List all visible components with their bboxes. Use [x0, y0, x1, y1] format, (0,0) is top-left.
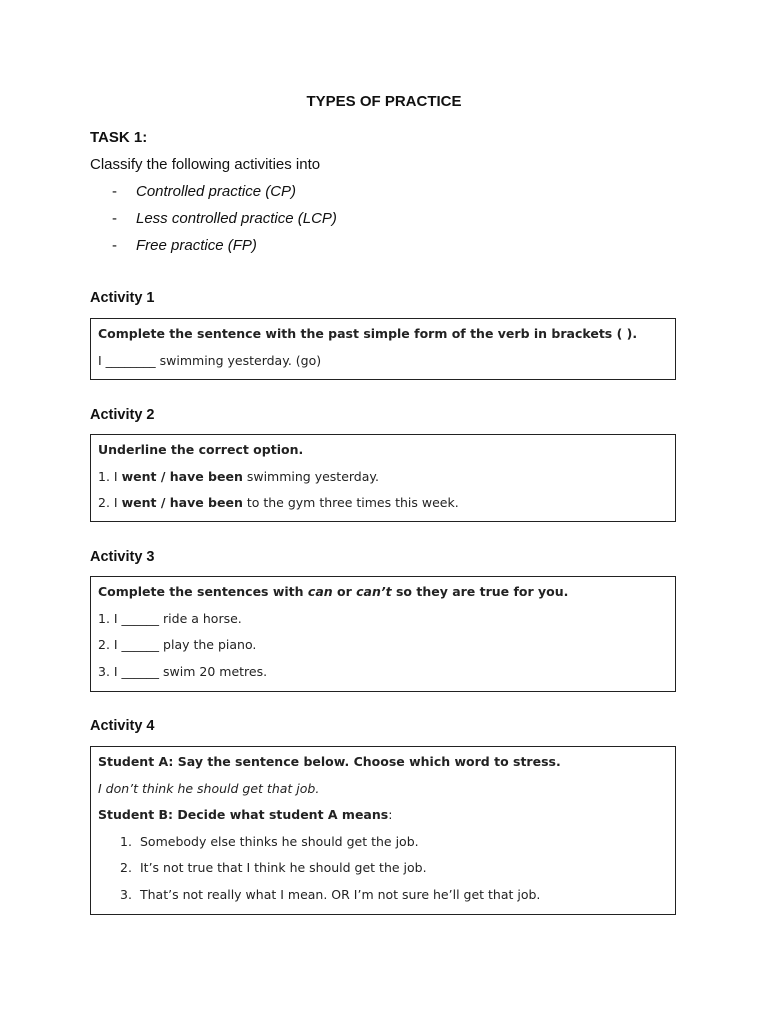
activity-2-heading: Activity 2: [90, 407, 155, 423]
practice-type-fp: Free practice (FP): [136, 237, 257, 254]
item-suffix: to the gym three times this week.: [242, 495, 459, 510]
list-item: 3. I ______ swim 20 metres.: [98, 663, 268, 679]
student-a-instruction: Student A: Say the sentence below. Choose which word to stress.: [98, 754, 561, 769]
item-text: It’s not true that I think he should get the job.: [140, 860, 427, 875]
practice-type-cp: Controlled practice (CP): [136, 183, 297, 200]
activity-1-instruction: Complete the sentence with the past simple form of the verb in brackets ( ).: [98, 326, 638, 341]
student-b-instruction: [98, 806, 668, 833]
list-item: [98, 833, 668, 860]
list-item: [98, 886, 668, 913]
list-item: [112, 183, 337, 210]
bullet: -: [112, 237, 117, 254]
activity-2-instruction: Underline the correct option.: [98, 442, 304, 457]
practice-type-lcp: Less controlled practice (LCP): [136, 210, 337, 227]
list-item: [98, 494, 668, 521]
item-number: 3.: [120, 886, 132, 902]
activity-3-box: [90, 576, 676, 692]
activity-2-box: [90, 434, 676, 522]
option-choice: went / have been: [121, 495, 243, 510]
item-text: Somebody else thinks he should get the job.: [140, 833, 419, 849]
bullet: -: [112, 210, 117, 227]
instruction-text: Complete the sentences with: [98, 584, 308, 599]
activity-1-box: [90, 318, 676, 380]
item-suffix: swimming yesterday.: [242, 468, 379, 484]
keyword-can: can: [307, 584, 333, 599]
stress-sentence: I don’t think he should get that job.: [98, 780, 320, 796]
student-b-label: Student B: Decide what student A means: [98, 807, 389, 822]
list-item: [112, 210, 337, 237]
activity-4-heading: Activity 4: [90, 718, 155, 734]
page-title: TYPES OF PRACTICE: [306, 93, 462, 110]
item-text: That’s not really what I mean. OR I’m not sure he’ll get that job.: [140, 886, 541, 902]
task-heading: TASK 1:: [90, 129, 148, 146]
item-prefix: 2. I: [98, 495, 122, 510]
colon: :: [388, 807, 393, 822]
list-item: [98, 468, 668, 495]
instruction-text: so they are true for you.: [391, 584, 569, 599]
item-number: 1.: [120, 833, 132, 849]
task-intro: Classify the following activities into: [90, 156, 321, 173]
list-item: 1. I ______ ride a horse.: [98, 610, 242, 626]
item-prefix: 1. I: [98, 468, 122, 484]
activity-1-line: I ________ swimming yesterday. (go): [98, 352, 322, 368]
list-item: 2. I ______ play the piano.: [98, 637, 257, 652]
bullet: -: [112, 183, 117, 200]
activity-4-box: [90, 746, 676, 915]
option-choice: went / have been: [121, 468, 243, 484]
keyword-cant: can’t: [356, 584, 392, 599]
activity-3-heading: Activity 3: [90, 549, 155, 565]
list-item: [112, 237, 337, 264]
instruction-text: or: [332, 584, 357, 599]
list-item: [98, 859, 668, 886]
activity-1-heading: Activity 1: [90, 290, 155, 306]
activity-3-instruction: [98, 583, 668, 610]
item-number: 2.: [120, 860, 132, 875]
practice-types-list: [112, 183, 337, 264]
